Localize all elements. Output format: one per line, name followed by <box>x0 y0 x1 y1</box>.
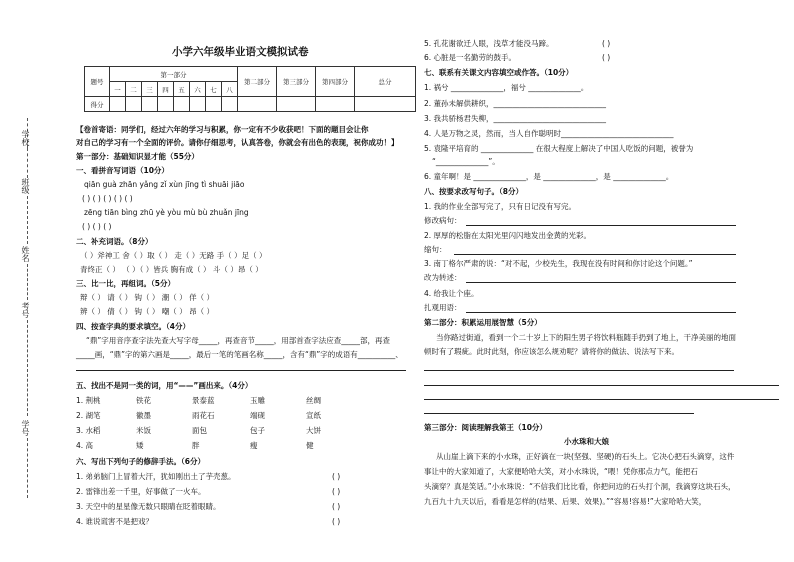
score-header-part2: 第二部分 <box>238 67 277 97</box>
margin-dash-line <box>27 148 28 178</box>
q3-row-1[interactable]: 辩（ ） 请（ ） 钩（ ） 潮（ ） 佯（ ） <box>80 293 214 302</box>
q5-word[interactable]: 景泰蓝 <box>192 396 215 405</box>
q5-word[interactable]: 米饭 <box>136 426 151 435</box>
q1-title: 一、看拼音写词语（10分） <box>76 166 169 175</box>
part2-answer-line-2[interactable] <box>424 385 779 386</box>
q5-word[interactable]: 包子 <box>250 426 265 435</box>
q8-answer-line-3[interactable] <box>466 282 736 283</box>
margin-label-student-no: 学号 <box>21 420 30 436</box>
q6-answer-2[interactable]: ( ) <box>332 487 341 496</box>
q8-answer-line-2[interactable] <box>454 254 736 255</box>
q1-pinyin-2: zēng tiān bìng zhū yè yòu mù bù zhuǎn jīng <box>84 208 249 217</box>
q1-blanks-1[interactable]: ( ) ( ) ( ) ( ) ( ) <box>82 194 133 203</box>
q4-answer-line[interactable] <box>76 370 406 371</box>
q8-label-1: 修改病句： <box>424 216 462 225</box>
q5-word[interactable]: 宣纸 <box>306 411 321 420</box>
q5-word[interactable]: 胖 <box>192 441 200 450</box>
q6-item-2: 2. 雷锋出差一千里，好事做了一火车。 <box>76 487 206 496</box>
q7-line-5b[interactable]: “______________”。 <box>432 157 500 166</box>
margin-label-name: 姓名 <box>21 246 30 262</box>
score-row-label: 得分 <box>85 97 110 112</box>
q4-line-2[interactable]: _____画，“鼎”字的第六画是_____，最后一笔的笔画名称_____，含有“鼎”字的成语有__________、 <box>76 350 403 359</box>
score-header-part1: 第一部分 <box>110 67 238 82</box>
q1-pinyin-1: qiān guà zhān yǎng zǐ xùn jīng tì shuāi jiāo <box>84 180 245 189</box>
q6-answer-1[interactable]: ( ) <box>332 472 341 481</box>
q5-row <box>76 397 321 406</box>
q7-line-3[interactable]: 3. 我共骄杨君失柳，______________________________ <box>424 114 607 123</box>
margin-label-class: 班级 <box>21 178 30 194</box>
q2-title: 二、补充词语。（8分） <box>76 237 153 246</box>
part3-title: 第三部分：阅读理解我第王（10分） <box>424 423 547 432</box>
q5-word[interactable]: 面包 <box>192 426 207 435</box>
q6-answer-6[interactable]: ( ) <box>602 53 611 62</box>
q5-word[interactable]: 矮 <box>136 441 144 450</box>
q3-title: 三、比一比，再组词。（5分） <box>76 279 175 288</box>
story-line-1: 从山崖上滴下来的小水珠，正好滴在一块(坚强、坚硬)的石头上。它决心把石头滴穿，这件 <box>436 452 735 461</box>
q8-item-4: 4. 给我让个座。 <box>424 289 479 298</box>
score-col: 七 <box>206 82 222 97</box>
q5-word[interactable]: 3. 水稻 <box>76 426 101 435</box>
q5-word[interactable]: 玉雕 <box>250 396 265 405</box>
q5-word[interactable]: 徽墨 <box>136 411 151 420</box>
q5-word[interactable]: 瘦 <box>250 441 258 450</box>
story-line-2: 事让中的大家知道了，大家便哈哈大笑，对小水珠说，“喂！凭你那点力气，能把石 <box>424 467 698 476</box>
q5-title: 五、找出不是同一类的词，用“——”画出来。（4分） <box>76 381 253 390</box>
q8-label-4: 扎观用语： <box>424 303 462 312</box>
score-col: 五 <box>174 82 190 97</box>
margin-dash-line <box>27 264 28 300</box>
margin-label-school: 学校 <box>21 130 30 146</box>
score-header-part3: 第三部分 <box>277 67 316 97</box>
part2-answer-line-3[interactable] <box>424 399 779 400</box>
q6-item-1: 1. 弟弟脑门上冒着大汗，犹如刚出土了芋壳葱。 <box>76 472 236 481</box>
q5-row <box>76 427 321 436</box>
intro-line-2: 对自己的学习有一个全面的评价。请你仔细思考，认真答卷，你就会有出色的表现，祝你成功！】 <box>76 138 399 147</box>
exam-title: 小学六年级毕业语文模拟试卷 <box>172 46 309 58</box>
q6-title: 六、写出下列句子的修辞手法。（6分） <box>76 457 205 466</box>
part2-line-1: 当你路过街道，看到一个二十岁上下的阳生男子将饮料瓶随手扔到了地上，干净美丽的地面 <box>436 333 736 342</box>
part1-title: 第一部分：基础知识显才能（55分） <box>76 152 199 161</box>
q7-line-6[interactable]: 6. 童年啊！是 ______________，是 ______________，是 ______________。 <box>424 172 674 181</box>
q7-title: 七、联系有关课文内容填空或作答。（10分） <box>424 68 574 77</box>
part2-line-2: 顿时有了瑕疵。此时此刻，你应该怎么规劝呢？请将你的做法、说法写下来。 <box>424 347 679 356</box>
q5-word[interactable]: 4. 高 <box>76 441 94 450</box>
q3-row-2[interactable]: 辨（ ） 倩（ ） 钩（ ） 嘲（ ） 昂（ ） <box>80 307 214 316</box>
q6-answer-3[interactable]: ( ) <box>332 502 341 511</box>
q6-answer-4[interactable]: ( ) <box>332 517 341 526</box>
q5-word[interactable]: 铁花 <box>136 396 151 405</box>
score-col: 三 <box>142 82 158 97</box>
q4-title: 四、按查字典的要求填空。（4分） <box>76 322 190 331</box>
q8-item-3: 3. 南丁格尔严肃的说：“对不起，少校先生，我现在没有时间和你讨论这个问题。” <box>424 259 693 268</box>
binding-margin <box>0 0 70 562</box>
margin-dash-line <box>27 196 28 244</box>
q8-label-3: 改为转述： <box>424 273 462 282</box>
q7-line-4[interactable]: 4. 人是万物之灵，然而，当人自作聪明时______________________________ <box>424 129 674 138</box>
q5-word[interactable]: 雨花石 <box>192 411 215 420</box>
q5-word[interactable]: 丝绸 <box>306 396 321 405</box>
q2-row-2[interactable]: 青终正（ ） （ ）（ ）皆兵 胸有成（ ） 斗（ ）昂（ ） <box>80 265 263 274</box>
part2-title: 第二部分：积累运用展智慧（5分） <box>424 318 542 327</box>
q6-item-4: 4. 谁说谎害不是把戏？ <box>76 517 154 526</box>
q5-row <box>76 442 314 451</box>
q8-answer-line-1[interactable] <box>466 225 736 226</box>
q8-answer-line-4[interactable] <box>466 312 736 313</box>
right-column <box>424 0 786 562</box>
intro-line-1: 【卷首寄语：同学们，经过六年的学习与积累，你一定有不少收获吧！下面的题目会让你 <box>76 125 369 134</box>
q7-line-1[interactable]: 1. 祸兮 ______________，福兮 ______________。 <box>424 83 589 92</box>
score-header-num: 题号 <box>85 67 110 97</box>
story-line-3: 头滴穿？真是笑话。”小水珠说：“不信我们比比看，你把问边的石头打个洞，我滴穿这块石头， <box>424 482 736 491</box>
score-header-part4: 第四部分 <box>316 67 355 97</box>
q6-item-6: 6. 心脏是一名勤劳的鼓手。 <box>424 53 517 62</box>
q2-row-1[interactable]: （ ）斧神工 舍（ ）取（ ） 走（ ）无路 手（ ）足（ ） <box>80 251 267 260</box>
q5-word[interactable]: 健 <box>306 441 314 450</box>
score-col: 六 <box>190 82 206 97</box>
q8-item-2: 2. 厚厚的松脂在太阳光里闪闪地发出金黄的光彩。 <box>424 231 592 240</box>
q7-line-5[interactable]: 5. 袁隆平培育的 ______________ 在很大程度上解决了中国人吃饭的问题，被誉为 <box>424 144 694 153</box>
q5-word[interactable]: 端砚 <box>250 411 265 420</box>
margin-dash-line <box>27 438 28 498</box>
score-col: 一 <box>110 82 126 97</box>
q5-word[interactable]: 大饼 <box>306 426 321 435</box>
score-col: 二 <box>126 82 142 97</box>
part2-answer-line-4[interactable] <box>424 413 694 414</box>
q7-line-2[interactable]: 2. 董孙未解供耕织，______________________________ <box>424 99 607 108</box>
q1-blanks-2[interactable]: ( ) ( ) ( ) <box>82 222 112 231</box>
q8-item-1: 1. 我的作业全部写完了，只有日记没有写完。 <box>424 202 577 211</box>
score-col: 四 <box>158 82 174 97</box>
story-line-4: 九百九十九天以后，看看是怎样的(结果、后果、效果)。”“容易!容易!”大家哈哈大笑， <box>424 497 707 506</box>
score-col: 八 <box>222 82 238 97</box>
q5-word[interactable]: 1. 荆桃 <box>76 396 101 405</box>
margin-dash-line <box>27 320 28 416</box>
q6-item-5: 5. 孔花谢欲迁人眼，浅草才能没马蹄。 <box>424 39 554 48</box>
margin-label-exam-no: 考号 <box>21 302 30 318</box>
q8-label-2: 缩句： <box>424 245 447 254</box>
score-header-total: 总分 <box>355 67 416 97</box>
q6-item-3: 3. 天空中的星星像无数只眼睛在眨着眼睛。 <box>76 502 221 511</box>
q4-line-1[interactable]: “鼎”字用音序查字法先查大写字母_____，再查音节_____，用部首查字法应查_____部，再查 <box>86 336 391 345</box>
part2-answer-line-1[interactable] <box>424 370 734 371</box>
q5-word[interactable]: 2. 湖笔 <box>76 411 101 420</box>
story-title: 小水珠和大娘 <box>564 437 609 446</box>
q8-title: 八、按要求改写句子。（8分） <box>424 187 523 196</box>
q5-row <box>76 412 321 421</box>
q6-answer-5[interactable]: ( ) <box>602 39 611 48</box>
left-column <box>76 0 410 562</box>
